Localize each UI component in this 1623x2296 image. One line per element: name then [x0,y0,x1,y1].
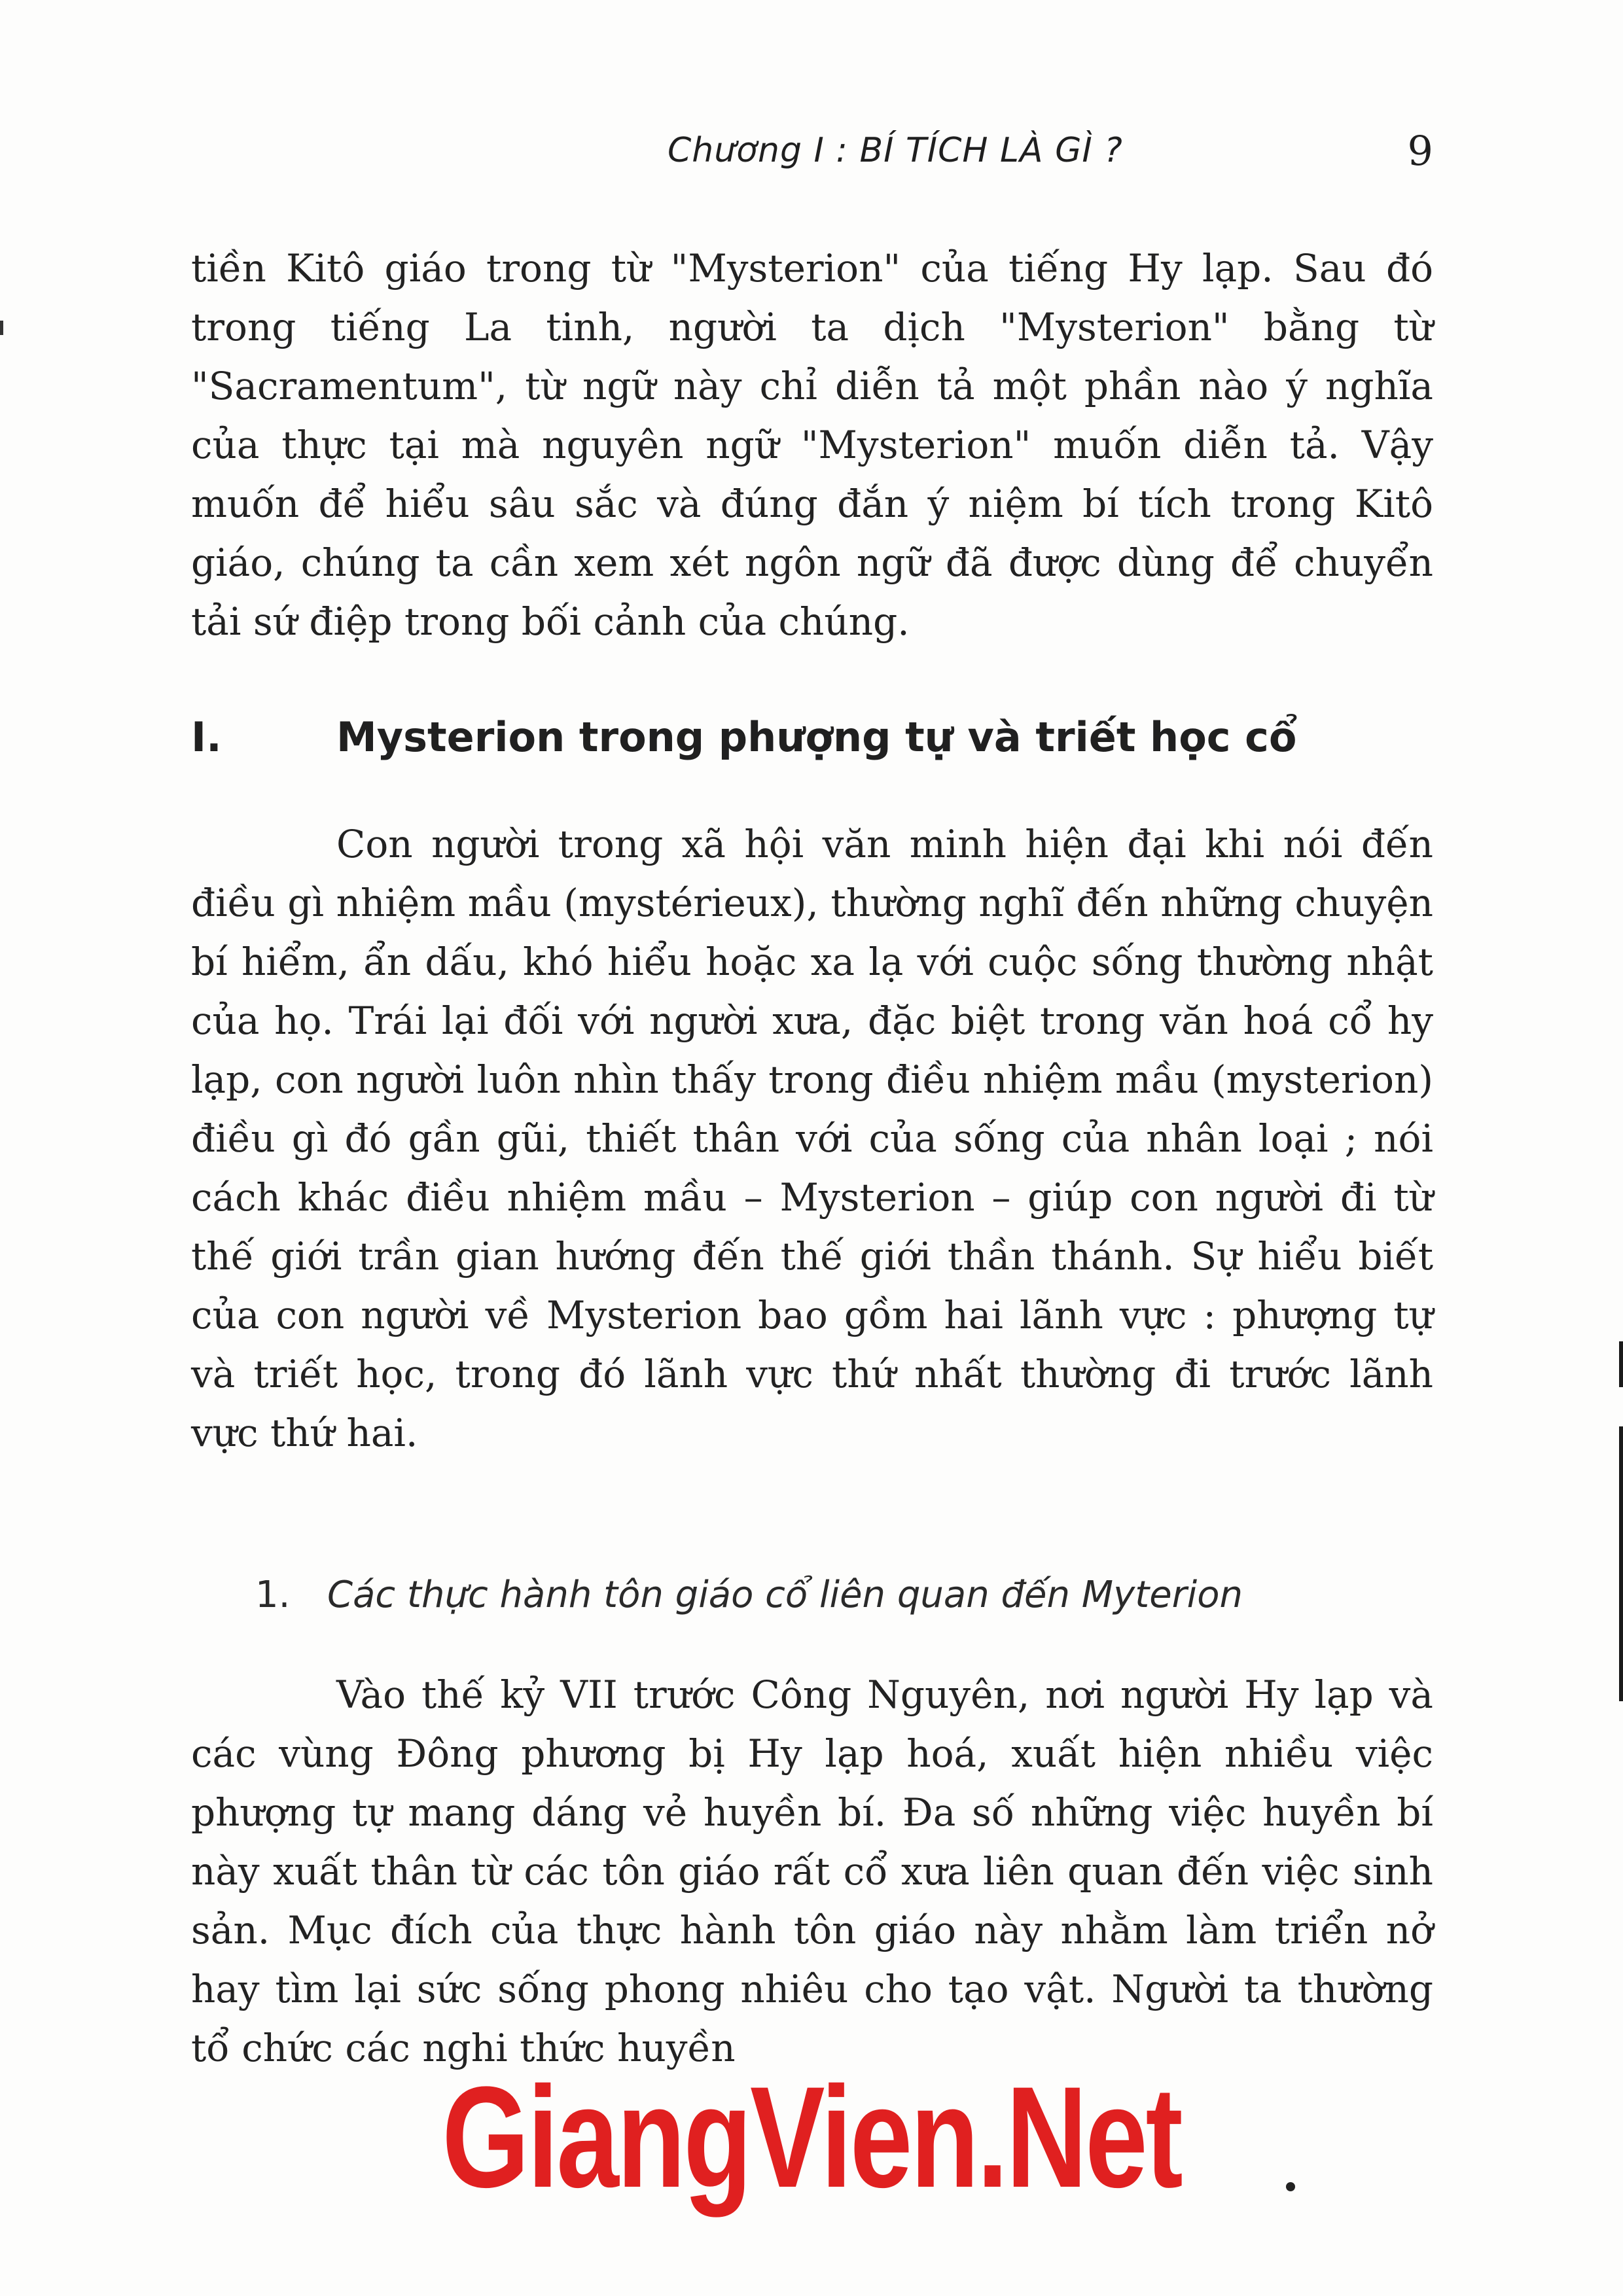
scan-edge-mark [1619,1426,1623,1701]
scan-mark [0,321,3,335]
section-number: I. [191,713,222,761]
subsection-heading [255,1574,1433,1616]
subsection-title: Các thực hành tôn giáo cổ liên quan đến Myterion [327,1574,1243,1616]
paragraph-text: Vào thế kỷ VII trước Công Nguyên, nơi người Hy lạp và các vùng Đông phương bị Hy lạp hoá, xuất hiện nhiều việc phượng tự mang dáng vẻ huyền bí. Đa số những việc huyền bí này xuất thân từ các tôn giáo rất cổ xưa liên quan đến việc sinh sản. Mục đích của thực hành tôn giáo này nhằm làm triển nở hay tìm lại sức sống phong nhiêu cho tạo vật. Người ta thường tổ chức các nghi thức huyền [191,1672,1433,2070]
paragraph-text: tiền Kitô giáo trong từ "Mysterion" của tiếng Hy lạp. Sau đó trong tiếng La tinh, người ta dịch "Mysterion" bằng từ "Sacramentum", từ ngữ này chỉ diễn tả một phần nào ý nghĩa của thực tại mà nguyên ngữ "Mysterion" muốn diễn tả. Vậy muốn để hiểu sâu sắc và đúng đắn ý niệm bí tích trong Kitô giáo, chúng ta cần xem xét ngôn ngữ đã được dùng để chuyển tải sứ điệp trong bối cảnh của chúng. [191,246,1433,644]
section-title: Mysterion trong phượng tự và triết học cổ [336,713,1297,761]
scan-speck [1286,2182,1295,2191]
watermark-logo: GiangVien.Net [442,2057,1181,2217]
page-header [190,127,1433,183]
page-number: 9 [1407,127,1433,175]
paragraph-text: Con người trong xã hội văn minh hiện đại khi nói đến điều gì nhiệm mầu (mystérieux), thường nghĩ đến những chuyện bí hiểm, ẩn dấu, khó hiểu hoặc xa lạ với cuộc sống thường nhật của họ. Trái lại đối với người xưa, đặc biệt trong văn hoá cổ hy lạp, con người luôn nhìn thấy trong điều nhiệm mầu (mysterion) điều gì đó gần gũi, thiết thân với của sống của nhân loại ; nói cách khác điều nhiệm mầu – Mysterion – giúp con người đi từ thế giới trần gian hướng đến thế giới thần thánh. Sự hiểu biết của con người về Mysterion bao gồm hai lãnh vực : phượng tự và triết học, trong đó lãnh vực thứ nhất thường đi trước lãnh vực thứ hai. [191,822,1433,1455]
scan-edge-mark [1619,1341,1623,1387]
subsection-number: 1. [255,1574,291,1616]
running-head: Chương I : BÍ TÍCH LÀ GÌ ? [668,131,1123,170]
paragraph-section-one [191,815,1433,1462]
paragraph-subsection-one [191,1665,1433,2077]
paragraph-intro [191,239,1433,651]
section-heading [191,713,1433,761]
